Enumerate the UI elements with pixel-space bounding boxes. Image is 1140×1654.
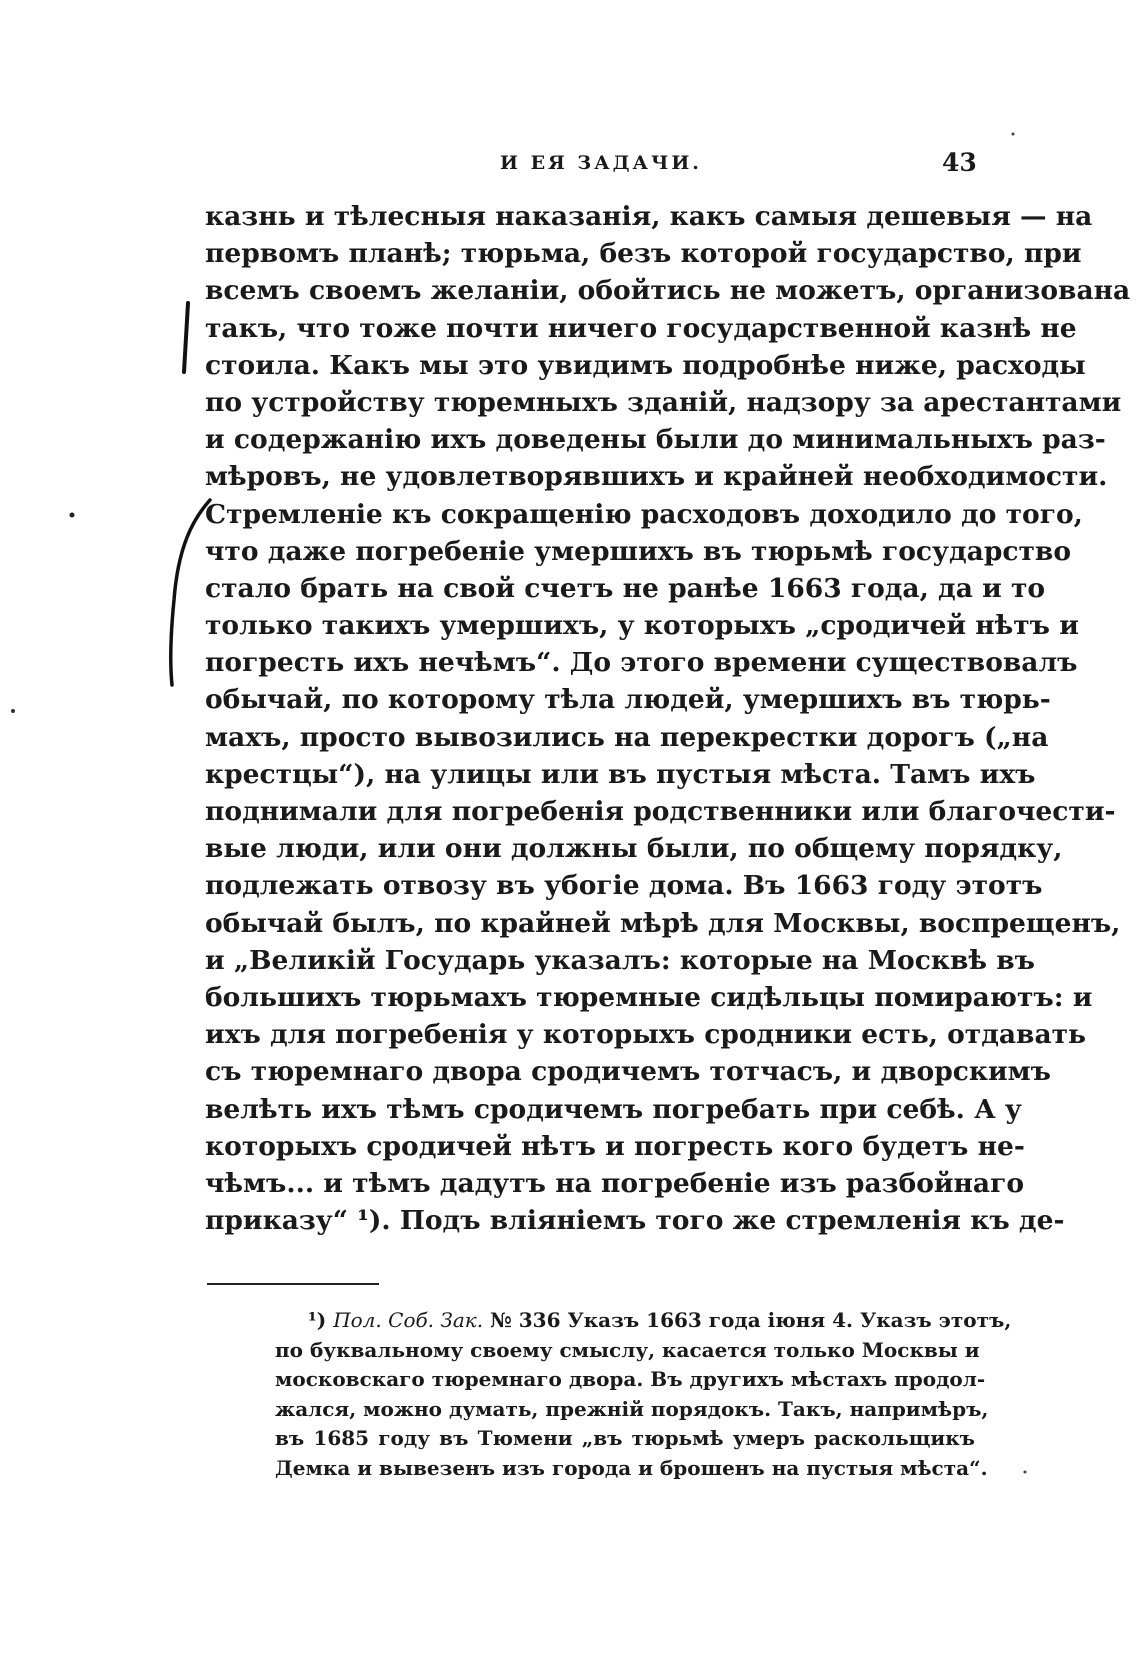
text-line: Стремленіе къ сокращенію расходовъ доходило до того, [205,498,1083,530]
margin-speck [11,709,15,713]
text-line: которыхъ сродичей нѣтъ и погресть кого будетъ не- [205,1130,1025,1162]
text-line: поднимали для погребенія родственники или благочести- [205,796,1116,827]
text-line: чѣмъ... и тѣмъ дадутъ на погребеніе изъ разбойнаго [205,1167,1025,1199]
text-line: велѣть ихъ тѣмъ сродичемъ погребать при себѣ. А у [205,1093,1022,1125]
text-line: большихъ тюрьмахъ тюремные сидѣльцы помираютъ: и [205,981,1093,1013]
footnote-marker: ¹) [308,1308,327,1332]
footnote-line: Демка и вывезенъ изъ города и брошенъ на пустыя мѣста“. [275,1455,988,1480]
footnote-line: въ 1685 году въ Тюмени „въ тюрьмѣ умеръ раскольщикъ [275,1426,975,1450]
footnote-line: по буквальному своему смыслу, касается только Москвы и [275,1337,980,1362]
footnote-line: жался, можно думать, прежній порядокъ. Такъ, напримѣръ, [275,1396,989,1421]
footnote-line: московскаго тюремнаго двора. Въ другихъ мѣстахъ продол- [275,1367,986,1391]
running-title: И ЕЯ ЗАДАЧИ. [500,152,702,174]
margin-speck [70,513,75,518]
text-line: погресть ихъ нечѣмъ“. До этого времени существовалъ [205,647,1078,679]
text-line: махъ, просто вывозились на перекрестки дорогъ („на [205,721,1049,753]
margin-bracket-upper [184,303,188,372]
text-line: приказу“ ¹). Подъ вліяніемъ того же стремленія къ де- [205,1205,1065,1237]
text-line: обычай, по которому тѣла людей, умершихъ въ тюрь- [205,684,1051,716]
text-line: и „Великій Государь указалъ: которые на Москвѣ въ [205,944,1036,976]
text-line: что даже погребеніе умершихъ въ тюрьмѣ государство [205,535,1072,567]
text-line: первомъ планѣ; тюрьма, безъ которой государство, при [205,238,1082,270]
footnote-citation: Пол. Соб. Зак. [333,1308,484,1332]
text-line: обычай былъ, по крайней мѣрѣ для Москвы, воспрещенъ, [205,907,1121,939]
text-line: крестцы“), на улицы или въ пустыя мѣста. Тамъ ихъ [205,758,1036,790]
text-line: по устройству тюремныхъ зданій, надзору за арестантами [205,386,1122,418]
text-line: такъ, что тоже почти ничего государственной казнѣ не [205,312,1077,344]
text-line: ихъ для погребенія у которыхъ сродники есть, отдавать [205,1019,1087,1051]
margin-speck [1012,133,1015,136]
text-line: стало брать на свой счетъ не ранѣе 1663 года, да и то [205,572,1046,604]
page-number: 43 [942,148,977,177]
footnote-first-line-text: № 336 Указъ 1663 года іюня 4. Указъ этотъ, [490,1308,1012,1332]
text-line: стоила. Какъ мы это увидимъ подробнѣе ниже, расходы [205,349,1086,381]
text-line: вые люди, или они должны были, по общему порядку, [205,833,1063,865]
text-line: и содержанію ихъ доведены были до минимальныхъ раз- [205,424,1106,456]
margin-speck [1024,1471,1027,1474]
text-line: подлежать отвозу въ убогіе дома. Въ 1663 году этотъ [205,870,1043,902]
text-line: всемъ своемъ желаніи, обойтись не можетъ, организована [205,275,1131,307]
margin-bracket-lower [171,500,210,685]
text-line: мѣровъ, не удовлетворявшихъ и крайней необходимости. [205,461,1108,493]
text-line: казнь и тѣлесныя наказанія, какъ самыя дешевыя — на [205,201,1093,232]
text-line: только такихъ умершихъ, у которыхъ „сродичей нѣтъ и [205,610,1079,642]
text-line: съ тюремнаго двора сродичемъ тотчасъ, и дворскимъ [205,1056,1051,1088]
